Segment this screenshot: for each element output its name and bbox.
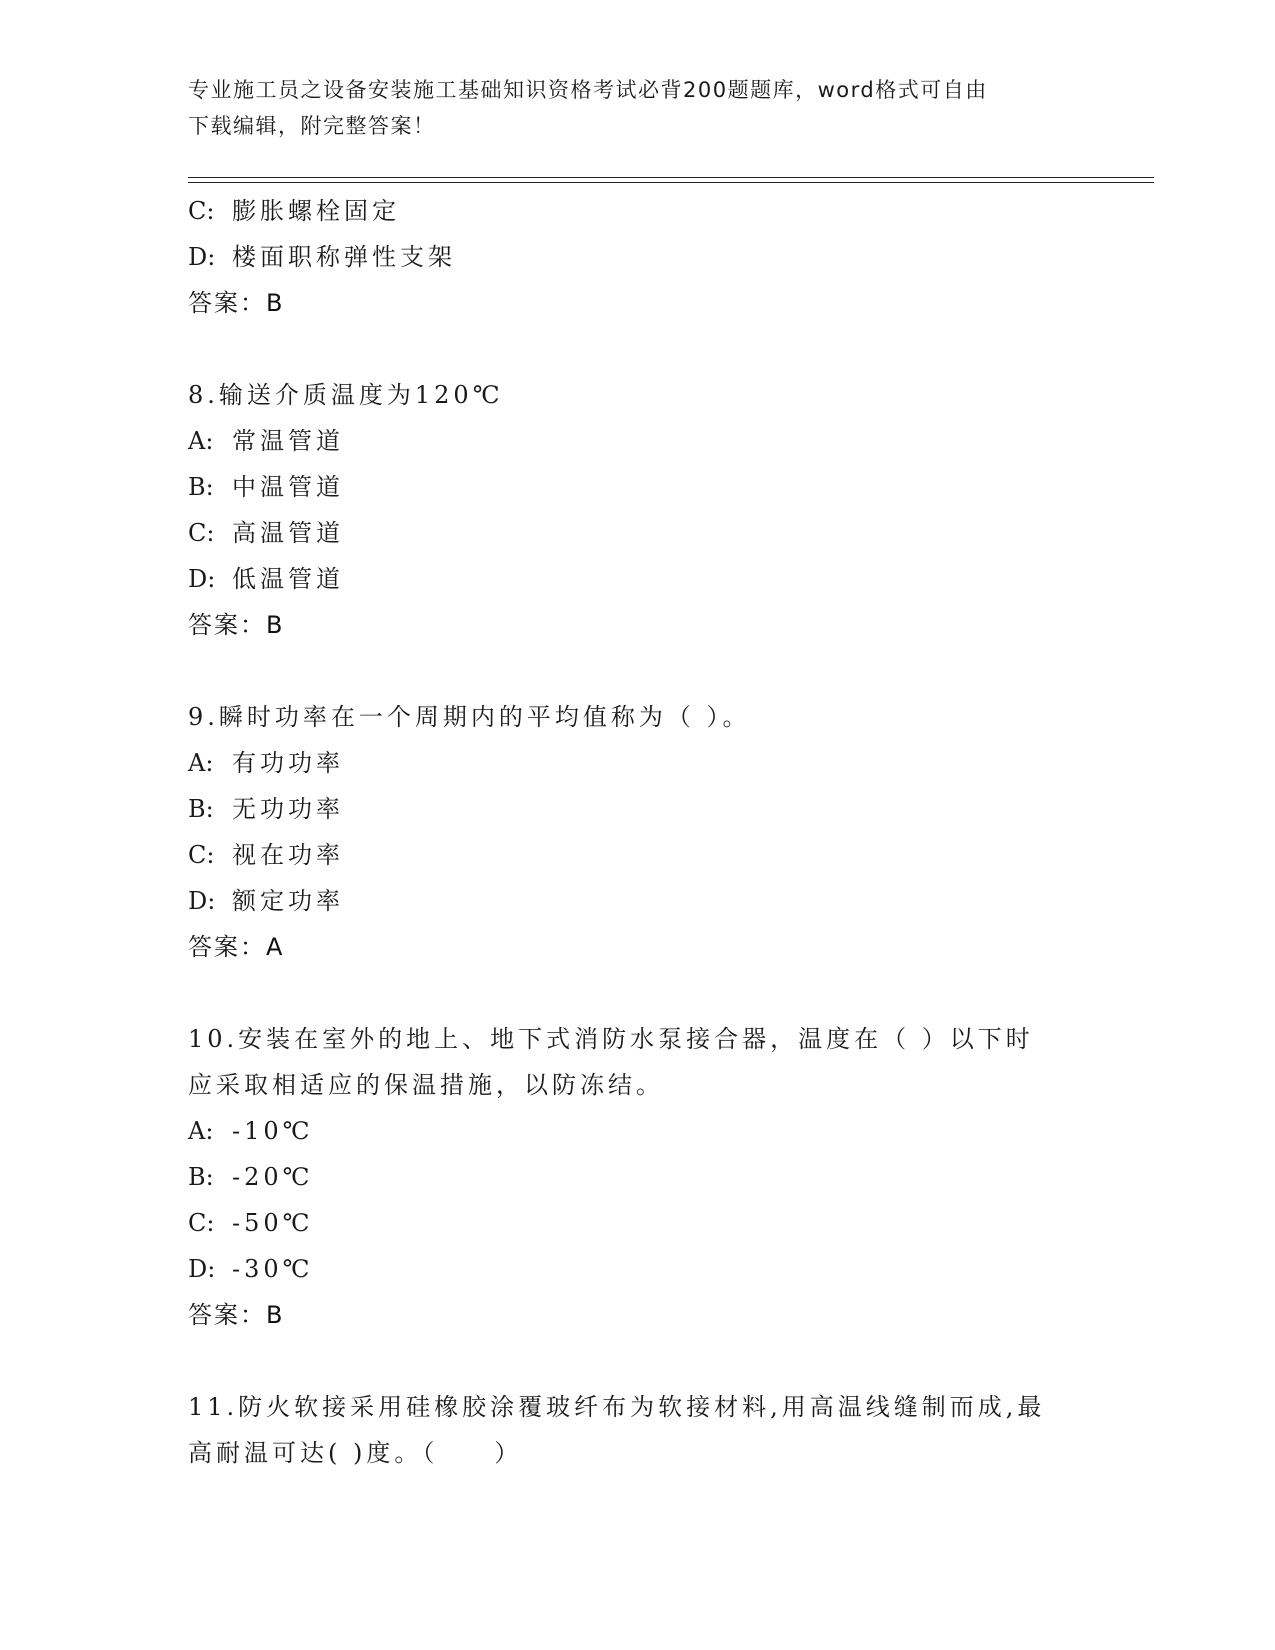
option-label: A: bbox=[188, 1117, 214, 1145]
answer-line: 答案：A bbox=[188, 933, 285, 961]
spacer bbox=[188, 326, 1088, 372]
option-text: 无功功率 bbox=[232, 795, 344, 823]
option-text: 低温管道 bbox=[232, 565, 344, 593]
option-text: 楼面职称弹性支架 bbox=[232, 243, 456, 271]
option-b bbox=[188, 1154, 1088, 1200]
option-text: -50℃ bbox=[232, 1209, 314, 1237]
answer-line: 答案：B bbox=[188, 289, 285, 317]
header-divider-bottom bbox=[188, 182, 1154, 183]
option-label: B: bbox=[188, 1163, 214, 1191]
option-b bbox=[188, 464, 1088, 510]
option-d bbox=[188, 878, 1088, 924]
spacer bbox=[188, 648, 1088, 694]
header-line-1: 专业施工员之设备安装施工基础知识资格考试必背200题题库，word格式可自由 bbox=[188, 78, 988, 102]
option-text: 有功功率 bbox=[232, 749, 344, 777]
question-10-stem-line-1: 10.安装在室外的地上、地下式消防水泵接合器，温度在（ ）以下时 bbox=[188, 1025, 1034, 1053]
option-text: 额定功率 bbox=[232, 887, 344, 915]
question-8-stem: 8.输送介质温度为120℃ bbox=[188, 381, 504, 409]
document-header bbox=[188, 72, 1088, 144]
option-label: D: bbox=[188, 887, 216, 915]
header-line-2: 下载编辑，附完整答案！ bbox=[188, 114, 436, 138]
question-11-stem-line-1: 11.防火软接采用硅橡胶涂覆玻纤布为软接材料,用高温线缝制而成,最 bbox=[188, 1393, 1046, 1421]
option-text: 常温管道 bbox=[232, 427, 344, 455]
option-label: B: bbox=[188, 473, 214, 501]
answer-line: 答案：B bbox=[188, 1301, 285, 1329]
option-c bbox=[188, 1200, 1088, 1246]
header-divider-top bbox=[188, 177, 1154, 178]
option-c bbox=[188, 510, 1088, 556]
option-label: D: bbox=[188, 243, 216, 271]
option-a bbox=[188, 740, 1088, 786]
option-text: 中温管道 bbox=[232, 473, 344, 501]
option-a bbox=[188, 1108, 1088, 1154]
option-text: -30℃ bbox=[232, 1255, 314, 1283]
option-label: C: bbox=[188, 841, 215, 869]
spacer bbox=[188, 1338, 1088, 1384]
option-d bbox=[188, 556, 1088, 602]
option-text: 视在功率 bbox=[232, 841, 344, 869]
option-label: C: bbox=[188, 1209, 215, 1237]
question-10-stem-line-2: 应采取相适应的保温措施，以防冻结。 bbox=[188, 1071, 664, 1099]
option-label: B: bbox=[188, 795, 214, 823]
option-text: 膨胀螺栓固定 bbox=[232, 197, 400, 225]
question-11-stem-line-2: 高耐温可达( )度。（ ） bbox=[188, 1439, 523, 1467]
option-c bbox=[188, 188, 1088, 234]
option-text: -20℃ bbox=[232, 1163, 314, 1191]
spacer bbox=[188, 970, 1088, 1016]
option-label: D: bbox=[188, 565, 216, 593]
option-c bbox=[188, 832, 1088, 878]
option-text: -10℃ bbox=[232, 1117, 314, 1145]
option-d bbox=[188, 1246, 1088, 1292]
option-label: D: bbox=[188, 1255, 216, 1283]
question-9-stem: 9.瞬时功率在一个周期内的平均值称为（ ）。 bbox=[188, 703, 751, 731]
option-text: 高温管道 bbox=[232, 519, 344, 547]
answer-line: 答案：B bbox=[188, 611, 285, 639]
option-d bbox=[188, 234, 1088, 280]
question-content bbox=[188, 188, 1088, 1476]
option-label: A: bbox=[188, 427, 214, 455]
option-a bbox=[188, 418, 1088, 464]
option-label: C: bbox=[188, 197, 215, 225]
option-b bbox=[188, 786, 1088, 832]
option-label: C: bbox=[188, 519, 215, 547]
option-label: A: bbox=[188, 749, 214, 777]
